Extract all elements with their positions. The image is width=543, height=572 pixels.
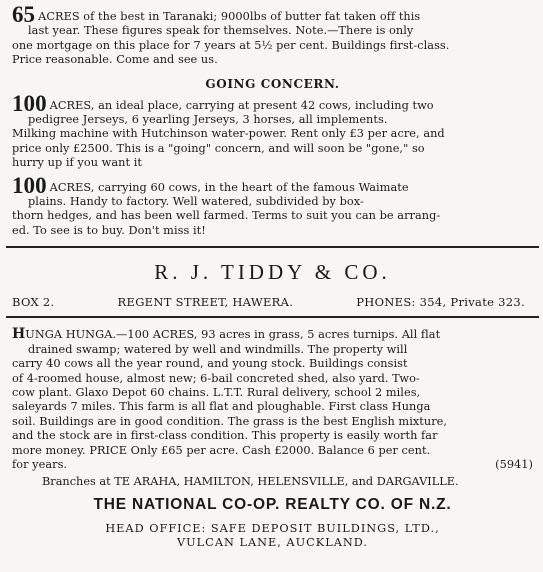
ad-text: Milking machine with Hutchinson water-power. Rent only £3 per acre, and [12, 127, 445, 141]
ad-text: saleyards 7 miles. This farm is all flat and ploughable. First class Hunga [12, 400, 431, 414]
ad-text: plains. Handy to factory. Well watered, subdivided by box- [28, 195, 364, 209]
ad-reference: (5941) [495, 457, 533, 471]
ad-text: pedigree Jerseys, 6 yearling Jerseys, 3 horses, all implements. [28, 113, 388, 127]
ad-text: price only £2500. This is a "going" concern, and will soon be "gone," so [12, 141, 425, 155]
street-address: REGENT STREET, HAWERA. [117, 295, 294, 310]
ad-text: carry 40 cows all the year round, and young stock. Buildings consist [12, 357, 408, 371]
head-office-line: HEAD OFFICE: SAFE DEPOSIT BUILDINGS, LTD., [105, 522, 440, 536]
ad-text: ACRES of the best in Taranaki; 9000lbs of butter fat taken off this [38, 10, 421, 23]
branches-line: Branches at TE ARAHA, HAMILTON, HELENSVILLE, and DARGAVILLE. [42, 475, 459, 489]
ad-text: ACRES, an ideal place, carrying at present 42 cows, including two [49, 98, 434, 112]
ad-number: 100 [12, 90, 47, 116]
ad-text: for years. [12, 457, 68, 471]
head-office-address: VULCAN LANE, AUCKLAND. [177, 536, 368, 550]
ad-hunga-hunga [12, 327, 533, 472]
ad-text: thorn hedges, and has been well farmed. Terms to suit you can be arrang- [12, 209, 441, 223]
firm-contact [12, 295, 533, 309]
divider [6, 316, 539, 318]
ad-number: 65 [12, 2, 36, 27]
ad-65-acres [12, 2, 533, 68]
ad-text: cow plant. Glaxo Depot 60 chains. L.T.T. Rural delivery, school 2 miles, [12, 385, 421, 399]
ad-text: of 4-roomed house, almost new; 6-bail concreted shed, also yard. Two- [12, 371, 420, 385]
ad-100-acres-going-concern [12, 90, 533, 171]
ad-text: ed. To see is to buy. Don't miss it! [12, 223, 206, 237]
company-name: THE NATIONAL CO-OP. REALTY CO. OF N.Z. [93, 496, 452, 514]
ad-text: ACRES, carrying 60 cows, in the heart of the famous Waimate [49, 180, 409, 194]
firm-name: R. J. TIDDY & CO. [154, 260, 391, 285]
ad-text: hurry up if you want it [12, 156, 142, 170]
ad-text: and the stock are in first-class condition. This property is easily worth far [12, 429, 438, 443]
ad-text: more money. PRICE Only £65 per acre. Cash £2000. Balance 6 per cent. [12, 443, 431, 457]
ad-100-acres-waimate [12, 172, 533, 239]
phone-numbers: PHONES: 354, Private 323. [356, 295, 525, 310]
drop-cap: H [12, 326, 26, 343]
ad-text: last year. These figures speak for themselves. Note.—There is only [28, 24, 414, 38]
ad-text: drained swamp; watered by well and windmills. The property will [28, 342, 408, 356]
ad-text: Price reasonable. Come and see us. [12, 53, 218, 67]
going-concern-heading: GOING CONCERN. [205, 76, 340, 91]
box-number: BOX 2. [12, 295, 55, 310]
ad-number: 100 [12, 172, 47, 198]
ad-text: one mortgage on this place for 7 years at 5½ per cent. Buildings first-class. [12, 38, 450, 52]
divider [6, 246, 539, 248]
ad-text: soil. Buildings are in good condition. The grass is the best English mixture, [12, 414, 448, 428]
ad-text: UNGA HUNGA.—100 ACRES, 93 acres in grass, 5 acres turnips. All flat [25, 328, 441, 342]
